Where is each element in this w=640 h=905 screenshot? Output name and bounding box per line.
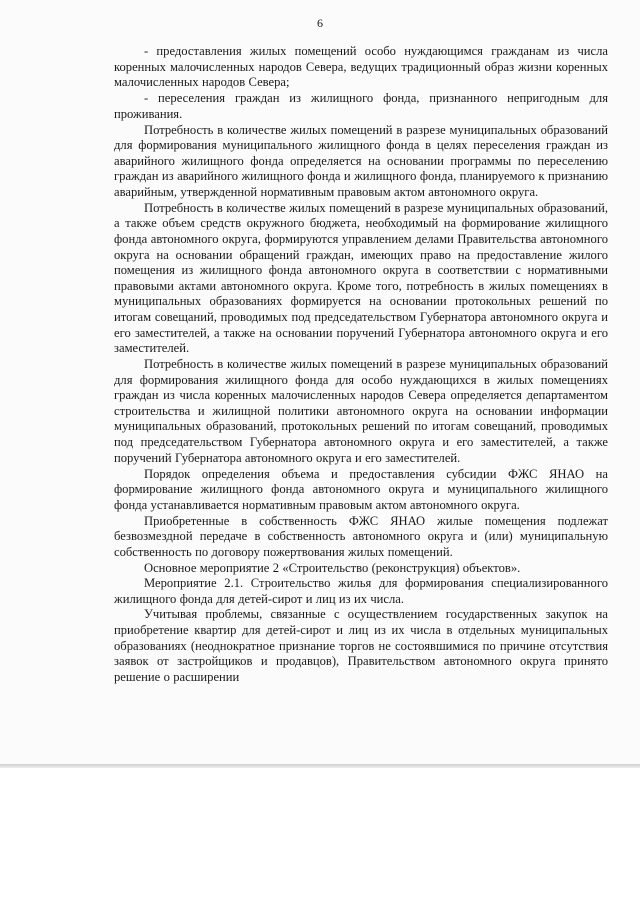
page-number: 6 xyxy=(317,16,323,30)
paragraph-procurement-problems: Учитывая проблемы, связанные с осуществлением государственных закупок на приобретение квартир для детей-сирот и лиц из их числа в отдельных муниципальных образованиях (неоднократное признание торгов не состоявшимися по причине отсутствия заявок от застройщиков и продавцов), Правительством автономного округа принято решение о расширении xyxy=(114,607,608,684)
paragraph-indigenous-housing: - предоставления жилых помещений особо нуждающимся гражданам из числа коренных малочисленных народов Севера, ведущих традиционный образ жизни коренных малочисленных народов Севера; xyxy=(114,44,608,90)
scan-bottom-edge xyxy=(0,764,640,768)
paragraph-emergency-fund-need: Потребность в количестве жилых помещений в разрезе муниципальных образований для формирования муниципального жилищного фонда в целях переселения граждан из аварийного жилищного фонда определяется на основании программы по переселению граждан из аварийного жилищного фонда и жилищного фонда, планируемого к признанию аварийным, утвержденной нормативным правовым актом автономного округа. xyxy=(114,122,608,199)
paragraph-property-transfer: Приобретенные в собственность ФЖС ЯНАО жилые помещения подлежат безвозмездной передаче в собственность автономного округа и (или) муниципальную собственность по договору пожертвования жилых помещений. xyxy=(114,513,608,559)
paragraph-subsidy-procedure: Порядок определения объема и предоставления субсидии ФЖС ЯНАО на формирование жилищного фонда автономного округа и муниципального жилищного фонда устанавливается нормативным правовым актом автономного округа. xyxy=(114,466,608,512)
paragraph-activity-2-1: Мероприятие 2.1. Строительство жилья для формирования специализированного жилищного фонда для детей-сирот и лиц из их числа. xyxy=(114,576,608,606)
document-body xyxy=(114,44,608,686)
paragraph-resettlement-unfit: - переселения граждан из жилищного фонда, признанного непригодным для проживания. xyxy=(114,91,608,121)
paragraph-indigenous-fund-need: Потребность в количестве жилых помещений в разрезе муниципальных образований для формирования жилищного фонда для особо нуждающихся в жилых помещениях граждан из числа коренных малочисленных народов Севера определяется департаментом строительства и жилищной политики автономного округа на основании информации муниципальных образований, протокольных решений по итогам совещаний, проводимых под председательством Губернатора автономного округа и его заместителей, а также поручений Губернатора автономного округа и его заместителей. xyxy=(114,357,608,465)
paragraph-main-activity-2: Основное мероприятие 2 «Строительство (реконструкция) объектов». xyxy=(144,560,521,575)
paragraph-okrug-fund-need: Потребность в количестве жилых помещений в разрезе муниципальных образований, а также объем средств окружного бюджета, необходимый на формирование жилищного фонда автономного округа, формируются управлением делами Правительства автономного округа на основании обращений граждан, имеющих право на предоставление жилого помещения из жилищного фонда автономного округа в соответствии с нормативными правовыми актами автономного округа. Кроме того, потребность в жилых помещениях в муниципальных образованиях формируется на основании протокольных решений по итогам совещаний, проводимых под председательством Губернатора автономного округа и его заместителей, а также на основании поручений Губернатора автономного округа и его заместителей. xyxy=(114,200,608,356)
